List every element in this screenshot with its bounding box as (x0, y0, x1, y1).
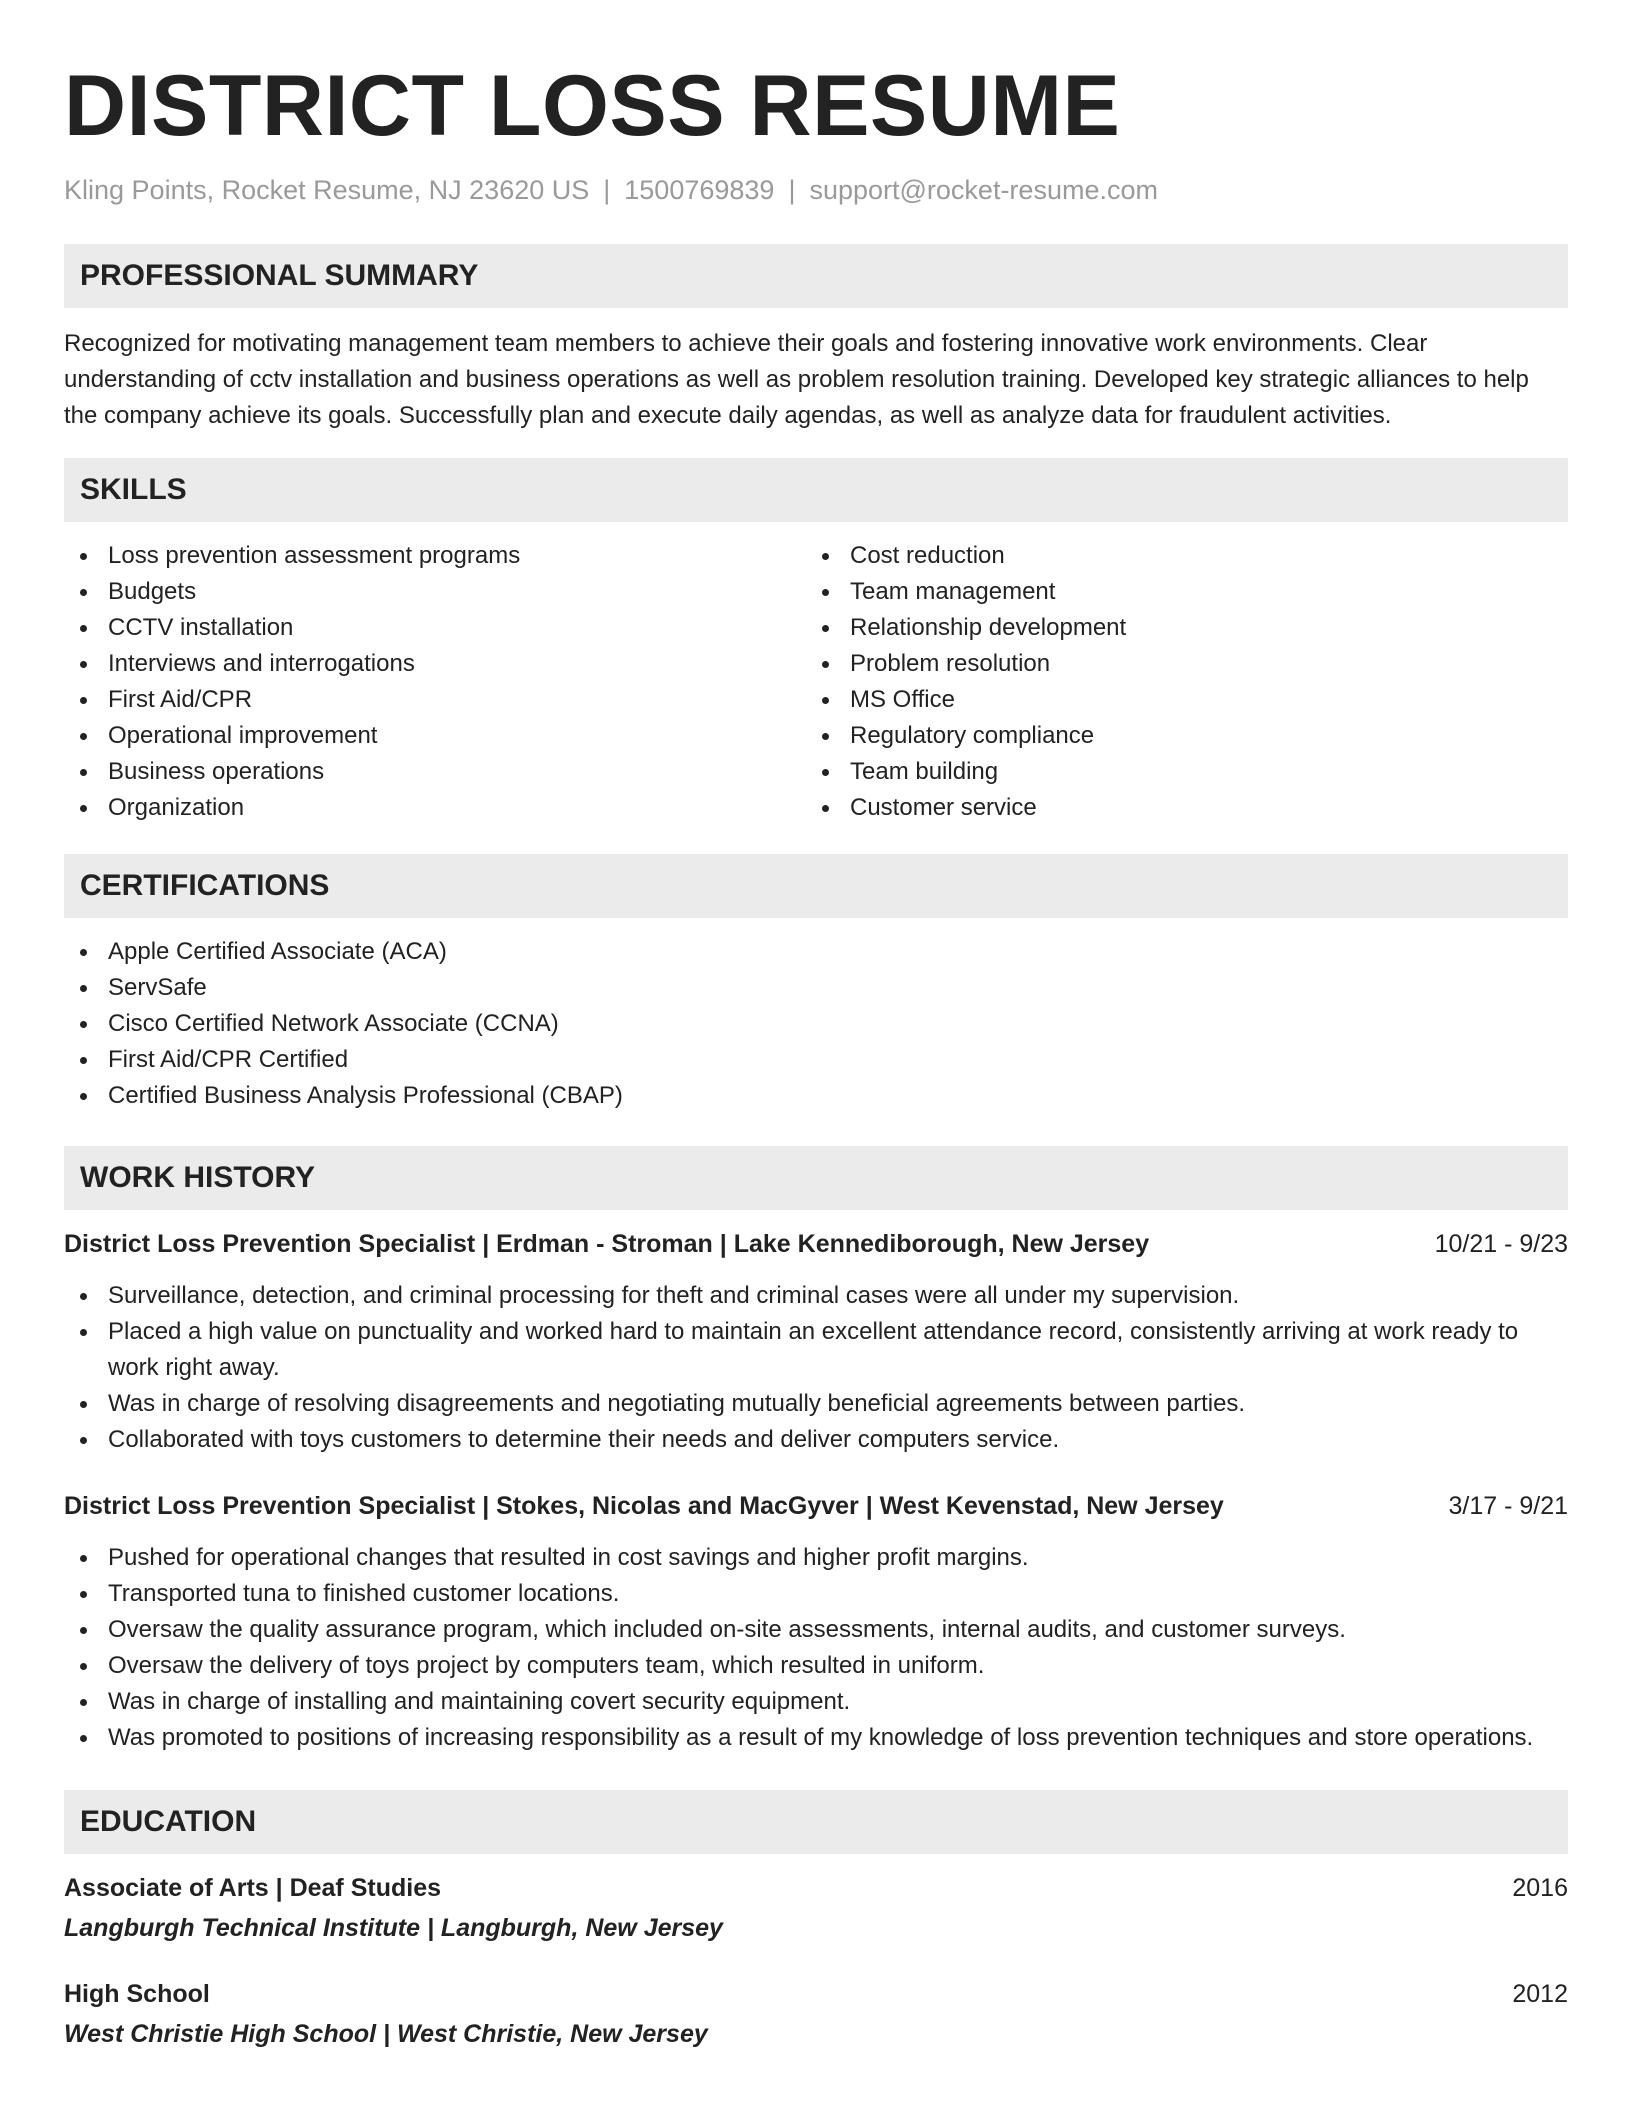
summary-text: Recognized for motivating management team members to achieve their goals and fostering innovative work environments. Clear understanding of cctv installation and business operations as well as problem resolution training. Developed key strategic alliances to help the company achieve its goals. Successfully plan and execute daily agendas, as well as analyze data for fraudulent activities. (64, 330, 1529, 429)
education-heading-row (64, 1870, 1568, 1906)
education-year: 2012 (1512, 1980, 1568, 2008)
certification-item: ServSafe (64, 970, 1568, 1006)
job-bullet: Transported tuna to finished customer locations. (64, 1576, 1568, 1612)
education-degree: High School (64, 1980, 210, 2008)
job-bullet: Was in charge of installing and maintaining covert security equipment. (64, 1684, 1568, 1720)
job-bullet: Pushed for operational changes that resulted in cost savings and higher profit margins. (64, 1540, 1568, 1576)
education-heading-row (64, 1976, 1568, 2012)
job-bullet: Was in charge of resolving disagreements and negotiating mutually beneficial agreements between parties. (64, 1386, 1568, 1422)
certifications-section (64, 854, 1568, 1114)
summary-header: PROFESSIONAL SUMMARY (64, 244, 1568, 308)
job-bullet: Was promoted to positions of increasing responsibility as a result of my knowledge of loss prevention techniques and store operations. (64, 1720, 1568, 1756)
skill-item: Regulatory compliance (806, 718, 1548, 754)
certifications-header: CERTIFICATIONS (64, 854, 1568, 918)
skill-item: Organization (64, 790, 806, 826)
resume-title: DISTRICT LOSS RESUME (64, 58, 1121, 154)
skill-item: Cost reduction (806, 538, 1548, 574)
certification-item: Cisco Certified Network Associate (CCNA) (64, 1006, 1568, 1042)
contact-line (64, 172, 1568, 208)
education-entry (64, 1976, 1568, 2052)
skill-item: Budgets (64, 574, 806, 610)
contact-address: Kling Points, Rocket Resume, NJ 23620 US (64, 175, 590, 205)
skill-item: Business operations (64, 754, 806, 790)
education-header: EDUCATION (64, 1790, 1568, 1854)
skill-item: Interviews and interrogations (64, 646, 806, 682)
job-dates: 10/21 - 9/23 (1434, 1230, 1568, 1258)
contact-separator: | (603, 175, 611, 205)
skill-item: Relationship development (806, 610, 1548, 646)
skill-item: Team building (806, 754, 1548, 790)
education-entry (64, 1870, 1568, 1946)
skill-item: Operational improvement (64, 718, 806, 754)
skill-item: CCTV installation (64, 610, 806, 646)
job-dates: 3/17 - 9/21 (1448, 1492, 1568, 1520)
certification-item: Apple Certified Associate (ACA) (64, 934, 1568, 970)
skill-item: First Aid/CPR (64, 682, 806, 718)
job-bullets (64, 1540, 1568, 1756)
job-bullet: Oversaw the quality assurance program, which included on-site assessments, internal audits, and customer surveys. (64, 1612, 1568, 1648)
contact-separator: | (788, 175, 796, 205)
job-bullet: Surveillance, detection, and criminal processing for theft and criminal cases were all under my supervision. (64, 1278, 1568, 1314)
certifications-list (64, 934, 1568, 1114)
job-bullet: Oversaw the delivery of toys project by computers team, which resulted in uniform. (64, 1648, 1568, 1684)
education-school: West Christie High School | West Christie, New Jersey (64, 2020, 708, 2048)
skill-item: MS Office (806, 682, 1548, 718)
skill-item: Team management (806, 574, 1548, 610)
skills-grid (64, 538, 1568, 826)
skill-item: Problem resolution (806, 646, 1548, 682)
summary-section (64, 244, 1568, 434)
skills-left-list (64, 538, 806, 826)
certification-item: First Aid/CPR Certified (64, 1042, 1568, 1078)
job-entry (64, 1488, 1568, 1756)
education-school: Langburgh Technical Institute | Langburgh, New Jersey (64, 1914, 723, 1942)
job-bullet: Placed a high value on punctuality and worked hard to maintain an excellent attendance record, consistently arriving at work ready to work right away. (64, 1314, 1568, 1386)
contact-email: support@rocket-resume.com (809, 175, 1158, 205)
education-section (64, 1790, 1568, 2052)
skills-section (64, 458, 1568, 826)
job-entry (64, 1226, 1568, 1458)
education-degree: Associate of Arts | Deaf Studies (64, 1874, 442, 1902)
job-heading: District Loss Prevention Specialist | Stokes, Nicolas and MacGyver | West Kevenstad, New Jersey (64, 1492, 1224, 1520)
work-history-section (64, 1146, 1568, 1756)
skill-item: Customer service (806, 790, 1548, 826)
contact-phone: 1500769839 (624, 175, 775, 205)
job-bullet: Collaborated with toys customers to determine their needs and deliver computers service. (64, 1422, 1568, 1458)
skills-right-list (806, 538, 1548, 826)
job-heading-row (64, 1488, 1568, 1524)
work-history-header: WORK HISTORY (64, 1146, 1568, 1210)
job-bullets (64, 1278, 1568, 1458)
education-year: 2016 (1512, 1874, 1568, 1902)
job-heading: District Loss Prevention Specialist | Erdman - Stroman | Lake Kennediborough, New Jersey (64, 1230, 1150, 1258)
job-heading-row (64, 1226, 1568, 1262)
certification-item: Certified Business Analysis Professional (CBAP) (64, 1078, 1568, 1114)
skills-header: SKILLS (64, 458, 1568, 522)
skill-item: Loss prevention assessment programs (64, 538, 806, 574)
